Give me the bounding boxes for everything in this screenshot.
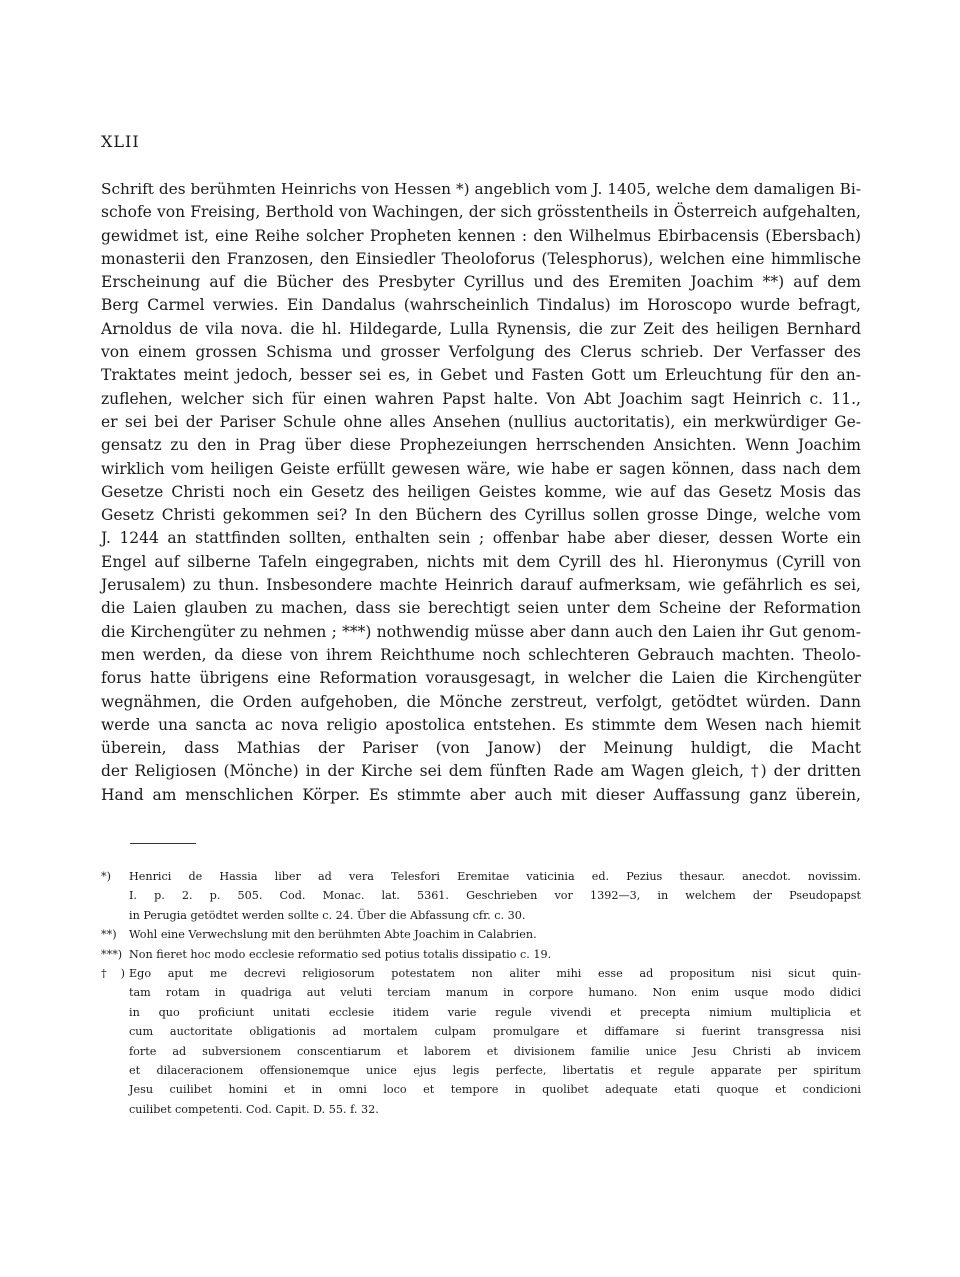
text-line: die Laien glauben zu machen, dass sie berechtigt seien unter dem Scheine der Reformation bbox=[101, 599, 861, 618]
text-line: der Religiosen (Mönche) in der Kirche sei dem fünften Rade am Wagen gleich, †) der dritten bbox=[101, 762, 861, 781]
footnote-text: in quo proficiunt unitati ecclesie itidem varie regule vivendi et precepta nimium multiplicia et bbox=[129, 1005, 861, 1019]
footnote-line bbox=[101, 983, 861, 1002]
text-line: zuflehen, welcher sich für einen wahren Papst halte. Von Abt Joachim sagt Heinrich c. 11., bbox=[101, 389, 861, 408]
footnote-line bbox=[101, 1100, 861, 1119]
text-line: von einem grossen Schisma und grosser Verfolgung des Clerus schrieb. Der Verfasser des bbox=[101, 343, 861, 362]
footnote-text: Ego aput me decrevi religiosorum potestatem non aliter mihi esse ad propositum nisi sicut quin- bbox=[129, 966, 861, 980]
footnote-text: Non fieret hoc modo ecclesie reformatio sed potius totalis dissipatio c. 19. bbox=[129, 947, 552, 961]
text-line: Gesetze Christi noch ein Gesetz des heiligen Geistes komme, wie auf das Gesetz Mosis das bbox=[101, 482, 861, 501]
footnote-text: in Perugia getödtet werden sollte c. 24. Über die Abfassung cfr. c. 30. bbox=[129, 908, 526, 922]
footnote-line bbox=[101, 1042, 861, 1061]
footnote-line bbox=[101, 867, 861, 886]
footnote-line bbox=[101, 1022, 861, 1041]
text-line: die Kirchengüter zu nehmen ; ***) nothwendig müsse aber dann auch den Laien ihr Gut genom- bbox=[101, 622, 861, 641]
footnote-text: forte ad subversionem conscentiarum et laborem et divisionem familie unice Jesu Christi ab invicem bbox=[129, 1044, 861, 1058]
footnote-line bbox=[101, 945, 861, 964]
footnote-text: Wohl eine Verwechslung mit den berühmten Abte Joachim in Calabrien. bbox=[129, 928, 537, 942]
text-line: Traktates meint jedoch, besser sei es, in Gebet und Fasten Gott um Erleuchtung für den an- bbox=[101, 366, 861, 385]
main-text bbox=[101, 178, 861, 807]
footnote-marker: ***) bbox=[101, 947, 123, 961]
text-line: monasterii den Franzosen, den Einsiedler Theoloforus (Telesphorus), welchen eine himmlische bbox=[101, 249, 861, 268]
text-line: forus hatte übrigens eine Reformation vorausgesagt, in welcher die Laien die Kirchengüter bbox=[101, 669, 861, 688]
text-line: gewidmet ist, eine Reihe solcher Propheten kennen : den Wilhelmus Ebirbacensis (Ebersbach) bbox=[101, 226, 861, 245]
text-line: Hand am menschlichen Körper. Es stimmte aber auch mit dieser Auffassung ganz überein, bbox=[101, 785, 861, 804]
footnote-text: Henrici de Hassia liber ad vera Telesfori Eremitae vaticinia ed. Pezius thesaur. anecdot. novissim. bbox=[129, 870, 861, 883]
text-line: Erscheinung auf die Bücher des Presbyter Cyrillus und des Eremiten Joachim **) auf dem bbox=[101, 273, 861, 292]
text-line: werde una sancta ac nova religio apostolica entstehen. Es stimmte dem Wesen nach hiemit bbox=[101, 715, 861, 734]
footnote-text: cuilibet competenti. Cod. Capit. D. 55. f. 32. bbox=[129, 1102, 379, 1116]
page-number: XLII bbox=[101, 132, 140, 151]
text-line: Jerusalem) zu thun. Insbesondere machte Heinrich darauf aufmerksam, wie gefährlich es sei, bbox=[101, 576, 861, 595]
text-line: J. 1244 an stattfinden sollten, enthalten sein ; offenbar habe aber dieser, dessen Worte ein bbox=[101, 529, 861, 548]
footnote-line bbox=[101, 886, 861, 905]
footnote-text: Jesu cuilibet homini et in omni loco et tempore in quolibet adequate etati quoque et condicioni bbox=[129, 1083, 861, 1097]
text-line: Gesetz Christi gekommen sei? In den Büchern des Cyrillus sollen grosse Dinge, welche vom bbox=[101, 506, 861, 525]
text-line: gensatz zu den in Prag über diese Prophezeiungen herrschenden Ansichten. Wenn Joachim bbox=[101, 436, 861, 455]
footnote-line bbox=[101, 906, 861, 925]
footnote-line bbox=[101, 1003, 861, 1022]
text-line: schofe von Freising, Berthold von Wachingen, der sich grösstentheils in Österreich aufgehalten, bbox=[101, 203, 861, 222]
footnote-line bbox=[101, 925, 861, 944]
footnote-line bbox=[101, 964, 861, 983]
text-line: men werden, da diese von ihrem Reichthume noch schlechteren Gebrauch machten. Theolo- bbox=[101, 645, 861, 664]
text-line: Schrift des berühmten Heinrichs von Hessen *) angeblich vom J. 1405, welche dem damaligen Bi- bbox=[101, 180, 861, 198]
footnotes bbox=[101, 867, 861, 1119]
footnote-marker: **) bbox=[101, 928, 117, 942]
text-line: er sei bei der Pariser Schule ohne alles Ansehen (nullius auctoritatis), ein merkwürdiger Ge- bbox=[101, 412, 861, 431]
text-line: Engel auf silberne Tafeln eingegraben, nichts mit dem Cyrill des hl. Hieronymus (Cyrill von bbox=[101, 552, 861, 571]
text-line: überein, dass Mathias der Pariser (von Janow) der Meinung huldigt, die Macht bbox=[101, 739, 861, 758]
footnote-text: I. p. 2. p. 505. Cod. Monac. lat. 5361. Geschrieben vor 1392—3, in welchem der Pseudopapst bbox=[129, 889, 861, 903]
text-line: wegnähmen, die Orden aufgehoben, die Mönche zerstreut, verfolgt, getödtet würden. Dann bbox=[101, 692, 861, 711]
footnote-text: et dilaceracionem offensionemque unice ejus legis perfecte, libertatis et regule apparate per spiritum bbox=[129, 1063, 861, 1077]
footnote-line bbox=[101, 1061, 861, 1080]
text-line: Berg Carmel verwies. Ein Dandalus (wahrscheinlich Tindalus) im Horoscopo wurde befragt, bbox=[101, 296, 861, 315]
text-line: Arnoldus de vila nova. die hl. Hildegarde, Lulla Rynensis, die zur Zeit des heiligen Bernhard bbox=[101, 319, 861, 338]
footnote-text: tam rotam in quadriga aut veluti terciam manum in corpore humano. Non enim usque modo didici bbox=[129, 986, 861, 1000]
footnote-separator bbox=[130, 843, 196, 844]
footnote-marker: †) bbox=[101, 966, 125, 980]
footnote-line bbox=[101, 1080, 861, 1099]
text-line: wirklich vom heiligen Geiste erfüllt gewesen wäre, wie habe er sagen können, dass nach dem bbox=[101, 459, 861, 478]
footnote-text: cum auctoritate obligationis ad mortalem culpam promulgare et diffamare si fuerint transgressa nisi bbox=[129, 1025, 861, 1039]
footnote-marker: *) bbox=[101, 870, 111, 883]
